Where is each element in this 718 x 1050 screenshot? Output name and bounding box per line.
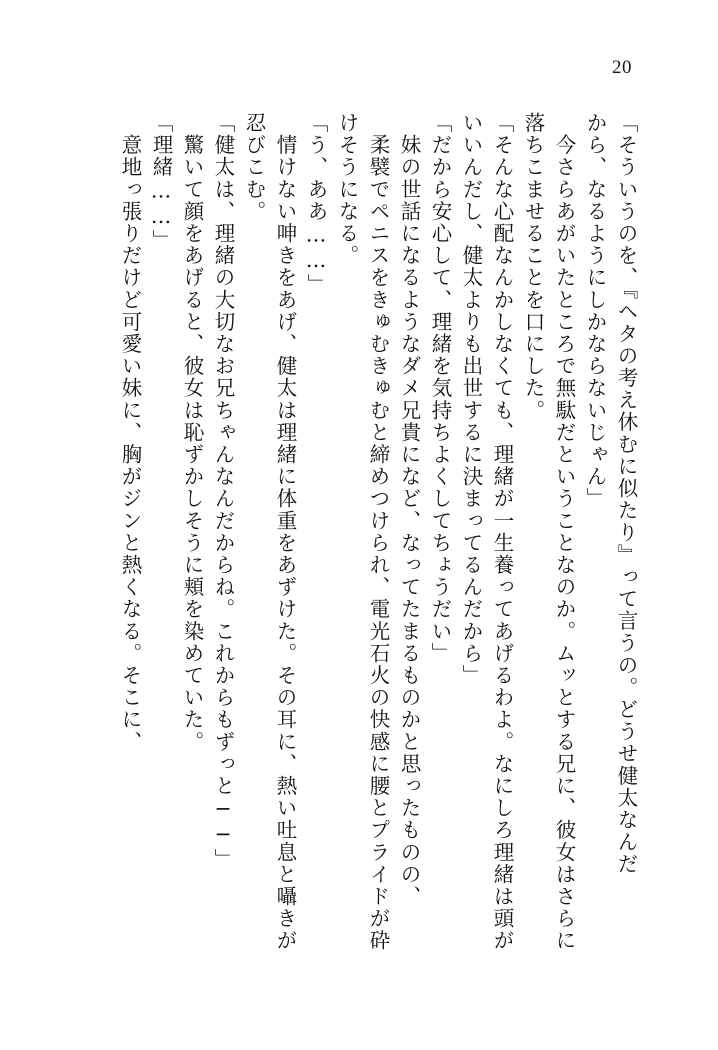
page-number: 20 <box>612 57 632 78</box>
text-line: から、なるようにしかならないじゃん」 <box>583 112 607 510</box>
text-line: 「理緒……」 <box>149 112 173 252</box>
text-line: 「だから安心して、理緒を気持ちよくしてちょうだい」 <box>428 112 452 665</box>
text-line: 忍びこむ。 <box>242 112 266 223</box>
text-line: 情けない呻きをあげ、健太は理緒に体重をあずけた。その耳に、熱い吐息と囁きが <box>273 112 297 952</box>
vertical-text-body <box>78 112 636 962</box>
text-line: 落ちこませることを口にした。 <box>521 112 545 422</box>
text-line: けそうになる。 <box>335 112 359 267</box>
text-line: 妹の世話になるようなダメ兄貴になど、なってたまるものかと思ったものの、 <box>397 112 421 908</box>
text-line: 今さらあがいたところで無駄だということなのか。ムッとする兄に、彼女はさらに <box>552 112 576 952</box>
text-line: 柔襞でペニスをきゅむきゅむと締めつけられ、電光石火の快感に腰とプライドが砕 <box>366 112 390 952</box>
text-line: 「そんな心配なんかしなくても、理緒が一生養ってあげるわよ。なにしろ理緒は頭が <box>490 112 514 952</box>
text-line: 意地っ張りだけど可愛い妹に、胸がジンと熱くなる。そこに、 <box>118 112 142 753</box>
text-line: 「健太は、理緒の大切なお兄ちゃんなんだからね。これからもずっと──」 <box>211 112 235 871</box>
text-line: 「そういうのを、『ヘタの考え休むに似たり』って言うの。どうせ健太なんだ <box>614 112 638 876</box>
text-line: 「う、ああ……」 <box>304 112 328 296</box>
text-line: 驚いて顔をあげると、彼女は恥ずかしそうに頬を染めていた。 <box>180 112 204 753</box>
text-line: いいんだし、健太よりも出世するに決まってるんだから」 <box>459 112 483 687</box>
